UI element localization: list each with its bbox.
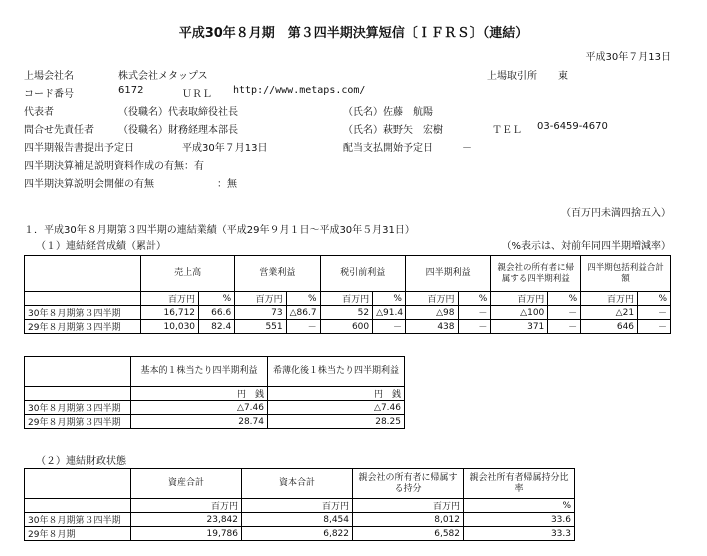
sub2-title: （２）連結財政状態 <box>36 456 126 467</box>
rep-label: 代表者 <box>24 107 54 118</box>
unit-pct: % <box>464 499 575 513</box>
unit-row <box>25 387 405 401</box>
unit-million: 百万円 <box>242 499 353 513</box>
contact-label: 問合せ先責任者 <box>24 125 94 136</box>
table-cell: － <box>286 320 320 334</box>
table-cell: 16,712 <box>141 306 199 320</box>
col-header-pretax-profit: 税引前利益 <box>320 256 405 292</box>
table-cell: － <box>548 320 581 334</box>
dividend-value: － <box>462 143 472 154</box>
unit-yen-sen: 円 銭 <box>131 387 268 401</box>
exchange-value: 東 <box>558 71 568 82</box>
table-cell: 73 <box>235 306 286 320</box>
table-cell: 19,786 <box>131 527 242 541</box>
table-cell: △98 <box>405 306 458 320</box>
unit-million: 百万円 <box>581 292 638 306</box>
table-cell: 600 <box>320 320 373 334</box>
unit-spacer <box>25 387 131 401</box>
table-cell: △7.46 <box>268 401 405 415</box>
table-cell: 23,842 <box>131 513 242 527</box>
dividend-label: 配当支払開始予定日 <box>343 143 433 154</box>
table-cell: 33.3 <box>464 527 575 541</box>
col-header-sales: 売上高 <box>141 256 235 292</box>
table-cell: 66.6 <box>199 306 235 320</box>
table-cell: 10,030 <box>141 320 199 334</box>
table-cell: － <box>548 306 581 320</box>
table-cell: 6,822 <box>242 527 353 541</box>
unit-million: 百万円 <box>131 499 242 513</box>
unit-yen-sen: 円 銭 <box>268 387 405 401</box>
company-value: 株式会社メタップス <box>118 71 208 82</box>
col-header-quarterly-profit: 四半期利益 <box>405 256 490 292</box>
results-table <box>24 255 671 334</box>
col-header-operating-profit: 営業利益 <box>235 256 320 292</box>
corner-cell <box>25 469 131 499</box>
sub1-title: （１）連結経営成績（累計） <box>36 241 166 252</box>
table-cell: 82.4 <box>199 320 235 334</box>
table-cell: 28.25 <box>268 415 405 429</box>
code-label: コード番号 <box>24 89 74 100</box>
rep-name: （氏名）佐藤 航陽 <box>343 107 433 118</box>
table-cell: － <box>458 306 491 320</box>
exchange-label: 上場取引所 <box>487 71 537 82</box>
corner-cell <box>25 357 131 387</box>
briefing-label: 四半期決算説明会開催の有無 <box>24 179 154 190</box>
row-label: 29年８月期 <box>25 527 131 541</box>
row-label: 29年８月期第３四半期 <box>25 320 141 334</box>
report-date-value: 平成30年７月13日 <box>182 143 268 154</box>
col-header-total-assets: 資産合計 <box>131 469 242 499</box>
section1-title: １．平成30年８月期第３四半期の連結業績（平成29年９月１日～平成30年５月31日） <box>24 225 415 236</box>
row-label: 29年８月期第３四半期 <box>25 415 131 429</box>
table-cell: △86.7 <box>286 306 320 320</box>
unit-pct: % <box>638 292 671 306</box>
briefing-value: ：無 <box>217 179 237 190</box>
table-cell: △21 <box>581 306 638 320</box>
row-label: 30年８月期第３四半期 <box>25 401 131 415</box>
report-date-label: 四半期報告書提出予定日 <box>24 143 134 154</box>
unit-row <box>25 292 671 306</box>
table-cell: △91.4 <box>373 306 406 320</box>
unit-pct: % <box>373 292 406 306</box>
table-cell: 438 <box>405 320 458 334</box>
table-cell: 371 <box>491 320 548 334</box>
table-cell: － <box>638 306 671 320</box>
col-header-diluted-eps: 希薄化後１株当たり四半期利益 <box>268 357 405 387</box>
col-header-basic-eps: 基本的１株当たり四半期利益 <box>131 357 268 387</box>
code-value: 6172 <box>118 85 144 96</box>
table-cell: － <box>373 320 406 334</box>
report-date: 平成30年７月13日 <box>585 52 671 63</box>
table-cell: 8,012 <box>353 513 464 527</box>
table-cell: 6,582 <box>353 527 464 541</box>
table-cell: △100 <box>491 306 548 320</box>
sub1-note: （%表示は、対前年同四半期増減率） <box>501 241 671 252</box>
table-row <box>25 306 671 320</box>
col-header-total-equity: 資本合計 <box>242 469 353 499</box>
unit-row <box>25 499 575 513</box>
table-row <box>25 320 671 334</box>
table-cell: 646 <box>581 320 638 334</box>
table-row <box>25 527 575 541</box>
table-cell: 28.74 <box>131 415 268 429</box>
table-cell: － <box>458 320 491 334</box>
table-cell: △7.46 <box>131 401 268 415</box>
unit-million: 百万円 <box>405 292 458 306</box>
unit-million: 百万円 <box>235 292 286 306</box>
tel-label: ＴＥＬ <box>492 125 522 136</box>
table-row <box>25 513 575 527</box>
unit-pct: % <box>548 292 581 306</box>
unit-spacer <box>25 499 131 513</box>
table-row <box>25 401 405 415</box>
unit-million: 百万円 <box>141 292 199 306</box>
corner-cell <box>25 256 141 292</box>
unit-pct: % <box>199 292 235 306</box>
table-cell: 551 <box>235 320 286 334</box>
row-label: 30年８月期第３四半期 <box>25 513 131 527</box>
table-cell: 52 <box>320 306 373 320</box>
page-title: 平成30年８月期 第３四半期決算短信〔ＩＦＲＳ〕（連結） <box>178 26 529 41</box>
tel-value: 03-6459-4670 <box>537 121 608 132</box>
table-cell: － <box>638 320 671 334</box>
unit-spacer <box>25 292 141 306</box>
col-header-equity-ratio: 親会社所有者帰属持分比率 <box>464 469 575 499</box>
eps-table <box>24 356 405 429</box>
contact-role: （役職名）財務経理本部長 <box>118 125 238 136</box>
table-row <box>25 415 405 429</box>
unit-pct: % <box>458 292 491 306</box>
rounding-note: （百万円未満四捨五入） <box>561 208 671 219</box>
table-cell: 8,454 <box>242 513 353 527</box>
url-label: ＵＲＬ <box>182 89 212 100</box>
unit-million: 百万円 <box>320 292 373 306</box>
unit-million: 百万円 <box>353 499 464 513</box>
rep-role: （役職名）代表取締役社長 <box>118 107 238 118</box>
contact-name: （氏名）萩野矢 宏樹 <box>343 125 443 136</box>
col-header-comprehensive: 四半期包括利益合計額 <box>581 256 671 292</box>
supp-material-label: 四半期決算補足説明資料作成の有無：有 <box>24 161 204 172</box>
unit-pct: % <box>286 292 320 306</box>
col-header-owner-profit: 親会社の所有者に帰属する四半期利益 <box>491 256 581 292</box>
financial-position-table <box>24 468 575 541</box>
table-cell: 33.6 <box>464 513 575 527</box>
col-header-owner-equity: 親会社の所有者に帰属する持分 <box>353 469 464 499</box>
url-link[interactable]: http://www.metaps.com/ <box>233 85 366 96</box>
row-label: 30年８月期第３四半期 <box>25 306 141 320</box>
unit-million: 百万円 <box>491 292 548 306</box>
company-label: 上場会社名 <box>24 71 74 82</box>
